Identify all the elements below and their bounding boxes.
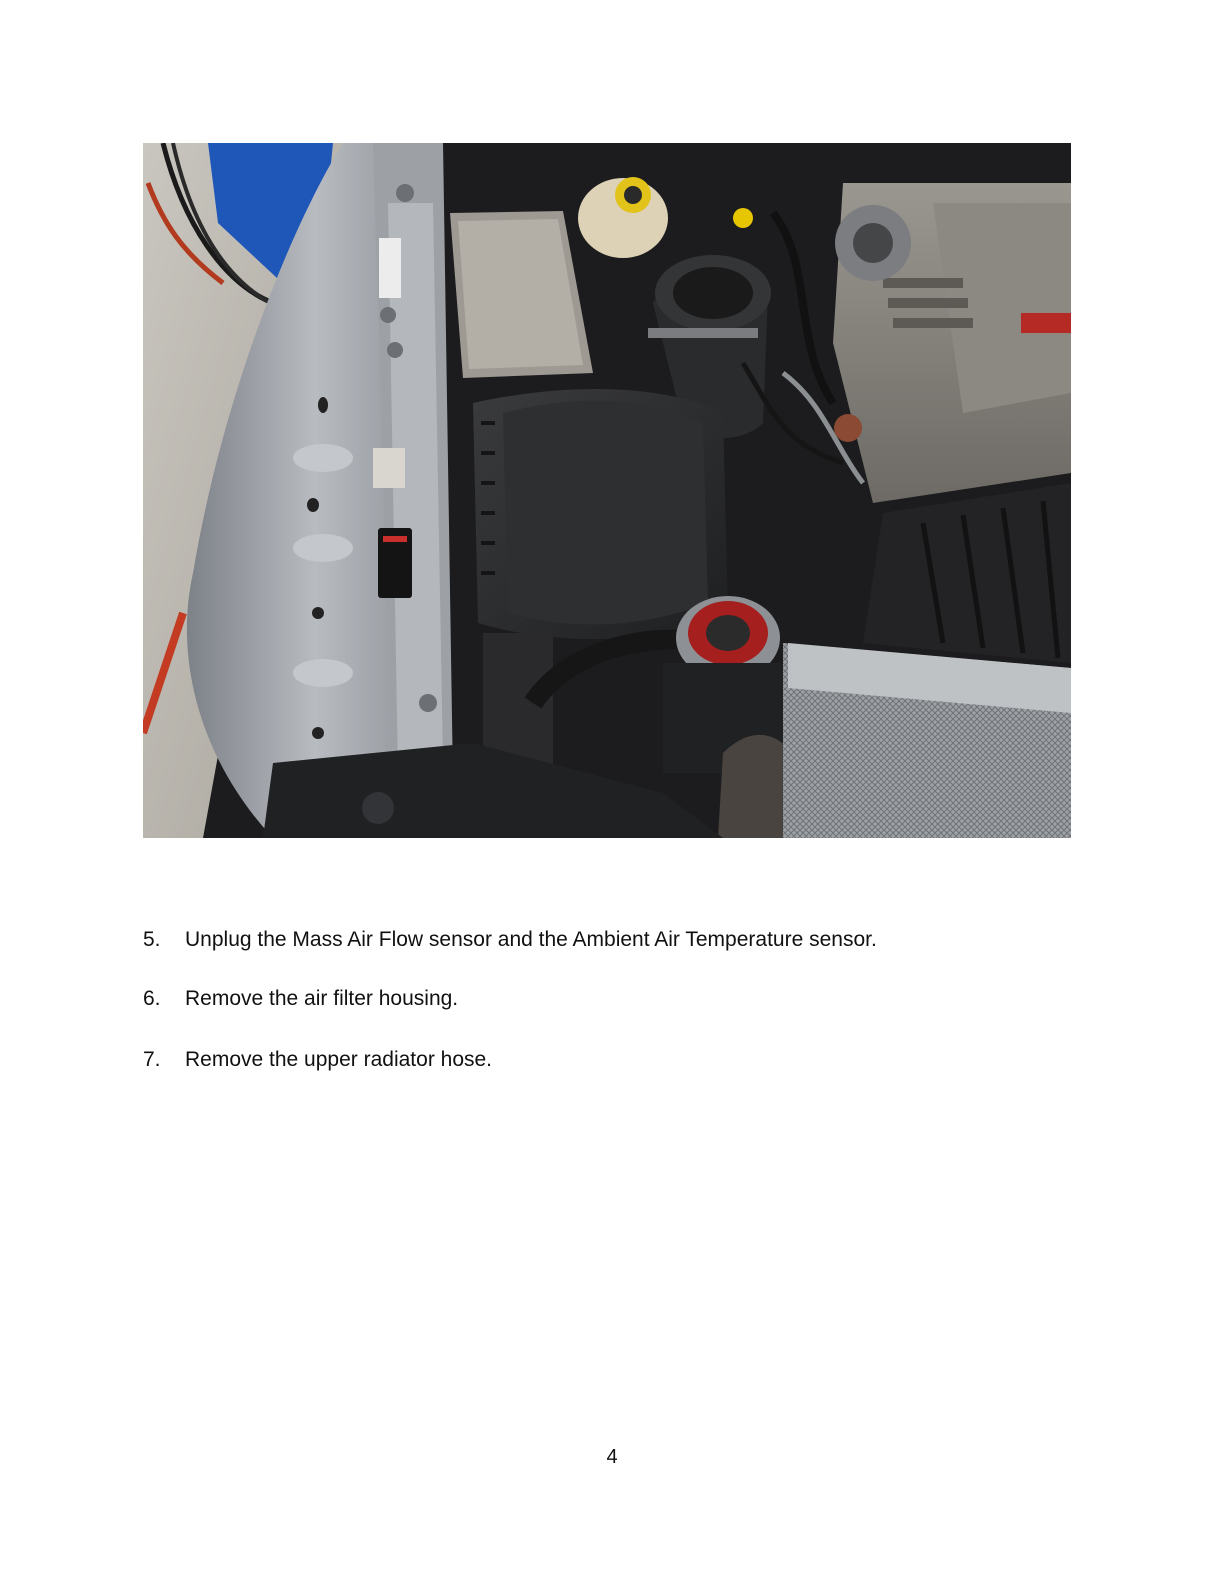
engine-bay-photo [143, 143, 1071, 838]
step-text: Unplug the Mass Air Flow sensor and the Ambient Air Temperature sensor. [185, 928, 877, 951]
page-number: 4 [606, 1446, 618, 1468]
engine-bay-illustration [143, 143, 1071, 838]
step-text: Remove the air filter housing. [185, 987, 459, 1010]
step-number: 5. [143, 928, 161, 951]
step-number: 7. [143, 1048, 161, 1071]
step-item [143, 1045, 1083, 1075]
step-item [143, 925, 1083, 955]
step-text: Remove the upper radiator hose. [185, 1048, 493, 1071]
step-number: 6. [143, 987, 161, 1010]
instruction-steps [143, 925, 1083, 1104]
step-item [143, 984, 1083, 1014]
